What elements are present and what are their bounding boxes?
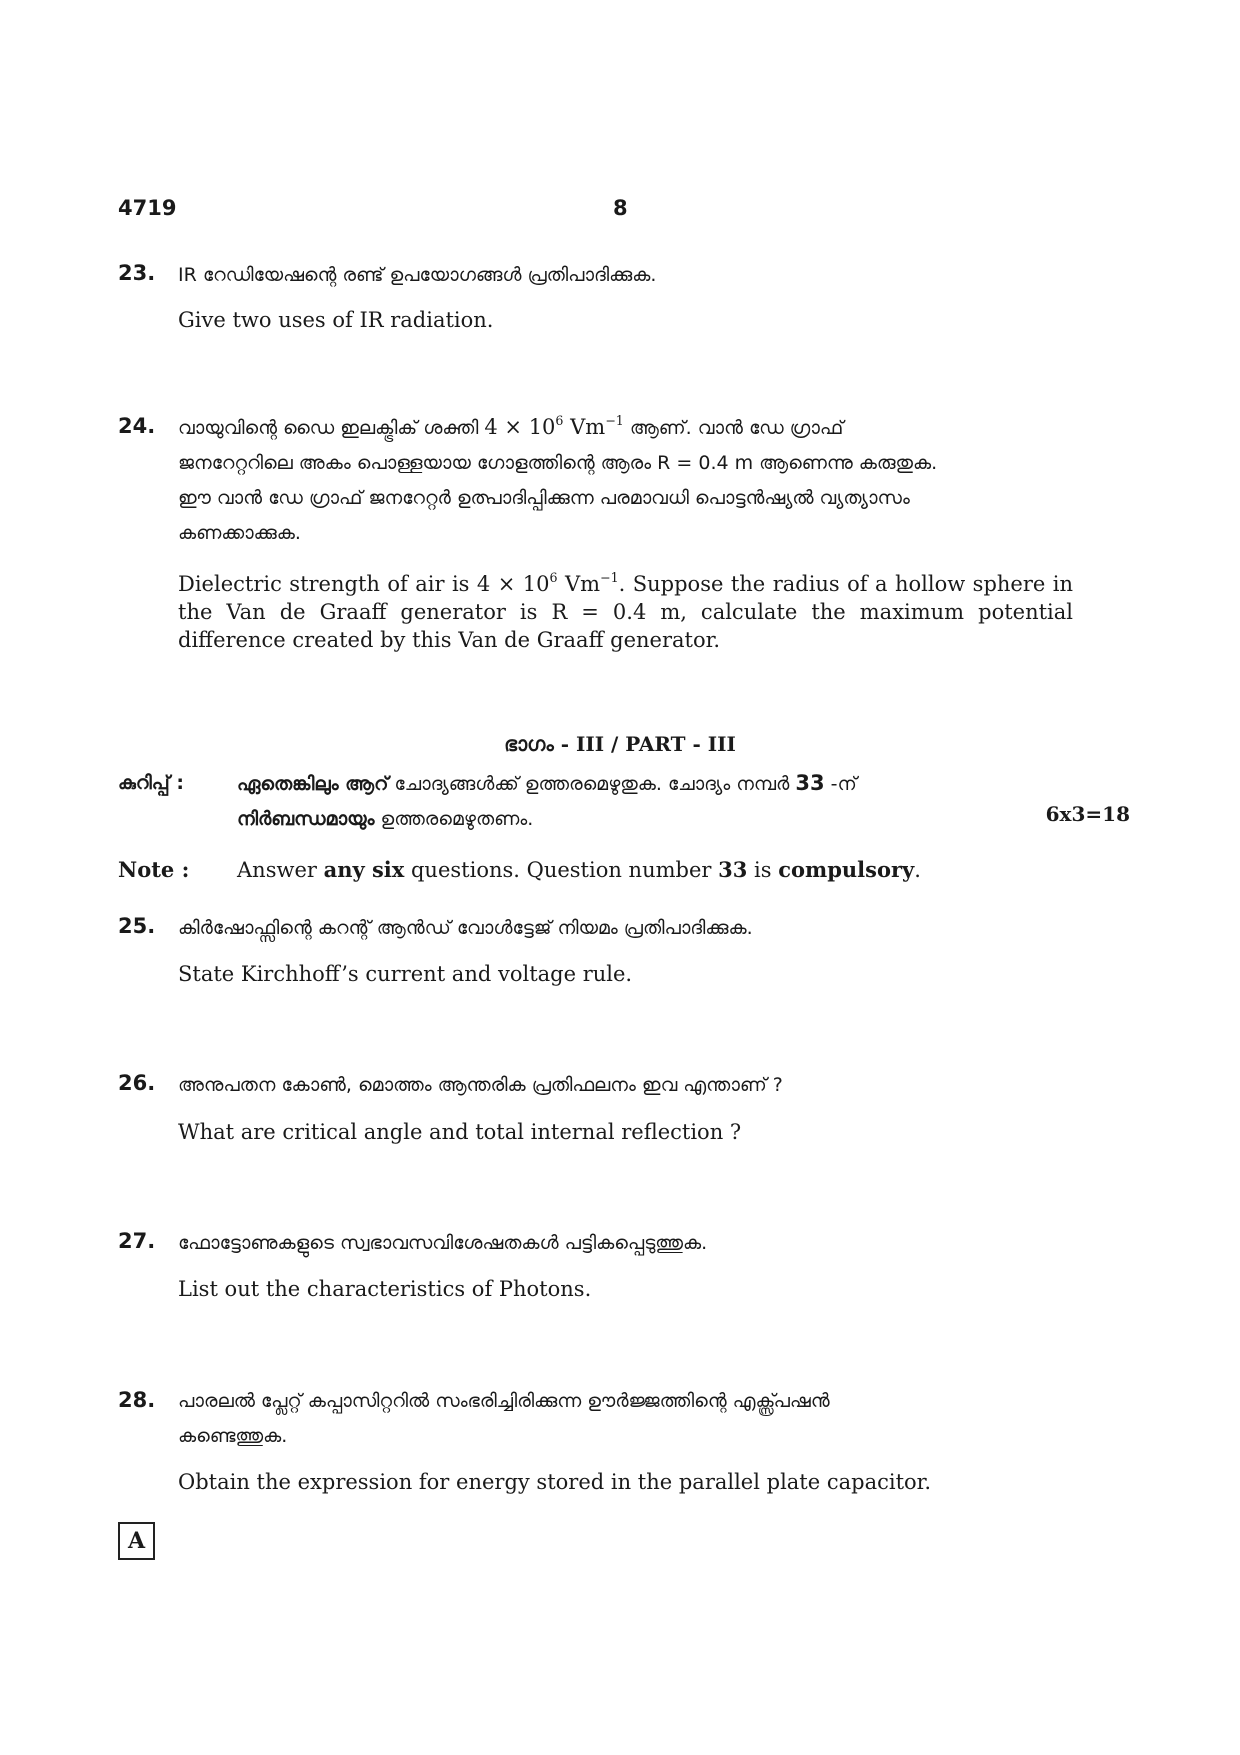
ml-line: ഈ വാൻ ഡേ ഗ്രാഫ് ജനറേറ്റർ ഉത്പാദിപ്പിക്കുന്ന പരമാവധി പൊട്ടൻഷ്യൽ വ്യത്യാസം — [178, 487, 910, 509]
math-base: 4 × 10 — [484, 415, 556, 439]
math-exponent: 6 — [549, 570, 558, 586]
question-text-english: Give two uses of IR radiation. — [178, 308, 494, 332]
ml-text: ചോദ്യങ്ങൾക്ക് ഉത്തരമെഴുതുക. ചോദ്യം നമ്പർ — [388, 773, 796, 795]
question-text-english — [178, 570, 1073, 654]
ml-note-label: കുറിപ്പ് : — [118, 772, 184, 794]
ml-line: കണക്കാക്കുക. — [178, 522, 301, 544]
math-exponent: −1 — [605, 413, 624, 429]
ml-line — [237, 802, 1022, 837]
question-text-malayalam — [178, 410, 1078, 551]
en-text: questions. Question number — [404, 858, 719, 882]
question-number: 23. — [118, 261, 156, 285]
question-text-english: State Kirchhoff’s current and voltage rule. — [178, 962, 633, 986]
math-exponent: −1 — [600, 570, 619, 586]
ml-line: പാരലൽ പ്ലേറ്റ് കപ്പാസിറ്ററിൽ സംഭരിച്ചിരിക്കുന്ന ഊർജ്ജത്തിന്റെ എക്സ്പ്രഷൻ — [178, 1390, 830, 1412]
en-text: . — [914, 858, 921, 882]
ml-line: ജനറേറ്ററിലെ അകം പൊള്ളയായ ഗോളത്തിന്റെ ആരം R = 0.4 m ആണെന്നു കരുതുക. — [178, 452, 938, 474]
en-text: is — [747, 858, 779, 882]
ml-text: ഉത്തരമെഴുതണം. — [374, 808, 534, 830]
math-exponent: 6 — [555, 413, 564, 429]
ml-bold-number: 33 — [795, 771, 825, 795]
math-base: 4 × 10 — [476, 572, 550, 596]
ml-text: വായുവിന്റെ ഡൈ ഇലക്ട്രിക് ശക്തി — [178, 417, 485, 439]
ml-note-text — [237, 766, 1022, 837]
en-text: Dielectric strength of air is — [178, 572, 477, 596]
math-unit: Vm — [563, 415, 606, 439]
ml-bold: ഏതെങ്കിലും ആറ് — [237, 773, 389, 795]
ml-bold: നിർബന്ധമായും — [237, 808, 375, 830]
question-text-malayalam: അനുപതന കോൺ, മൊത്തം ആന്തരിക പ്രതിഫലനം ഇവ എന്താണ് ? — [178, 1074, 783, 1096]
question-number: 24. — [118, 414, 156, 438]
ml-line: കണ്ടെത്തുക. — [178, 1425, 288, 1447]
en-text: Answer — [237, 858, 324, 882]
ml-text: -ന് — [824, 773, 857, 795]
question-number: 27. — [118, 1229, 156, 1253]
question-text-malayalam: കിർഷോഫ്സിന്റെ കറന്റ് ആൻഡ് വോൾട്ടേജ് നിയമം പ്രതിപാദിക്കുക. — [178, 917, 753, 939]
question-text-english: What are critical angle and total internal reflection ? — [178, 1120, 742, 1144]
question-text-malayalam: IR റേഡിയേഷന്റെ രണ്ട് ഉപയോഗങ്ങൾ പ്രതിപാദിക്കുക. — [178, 264, 657, 286]
question-number: 26. — [118, 1071, 156, 1095]
en-bold: 33 — [718, 857, 748, 882]
en-note-text — [237, 856, 1037, 884]
ml-line — [237, 766, 1022, 802]
question-text-malayalam: ഫോട്ടോണുകളുടെ സ്വഭാവസവിശേഷതകൾ പട്ടികപ്പെടുത്തുക. — [178, 1232, 708, 1254]
question-text-english: Obtain the expression for energy stored in the parallel plate capacitor. — [178, 1470, 932, 1494]
version-box: A — [118, 1522, 155, 1560]
question-text-malayalam — [178, 1384, 1078, 1454]
question-number: 28. — [118, 1388, 156, 1412]
en-bold: any six — [323, 857, 405, 882]
math-expr — [484, 415, 623, 439]
paper-code: 4719 — [118, 196, 177, 220]
en-bold: compulsory — [778, 857, 915, 882]
math-unit: Vm — [557, 572, 601, 596]
page-number: 8 — [613, 196, 628, 220]
section-title: ഭാഗം - III / PART - III — [504, 732, 736, 756]
ml-text: ആണ്. വാൻ ഡേ ഗ്രാഫ് — [623, 417, 844, 439]
question-number: 25. — [118, 914, 156, 938]
en-note-label: Note : — [118, 857, 190, 882]
en-text: . Suppose the radius of a hollow sphere in the Van de Graaff generator is R = 0.4 m, calculate the maximum potential difference created by this Van de Graaff generator. — [178, 572, 1074, 652]
ml-line — [178, 410, 1078, 446]
question-text-english: List out the characteristics of Photons. — [178, 1277, 592, 1301]
marks-label: 6x3=18 — [1045, 802, 1130, 826]
